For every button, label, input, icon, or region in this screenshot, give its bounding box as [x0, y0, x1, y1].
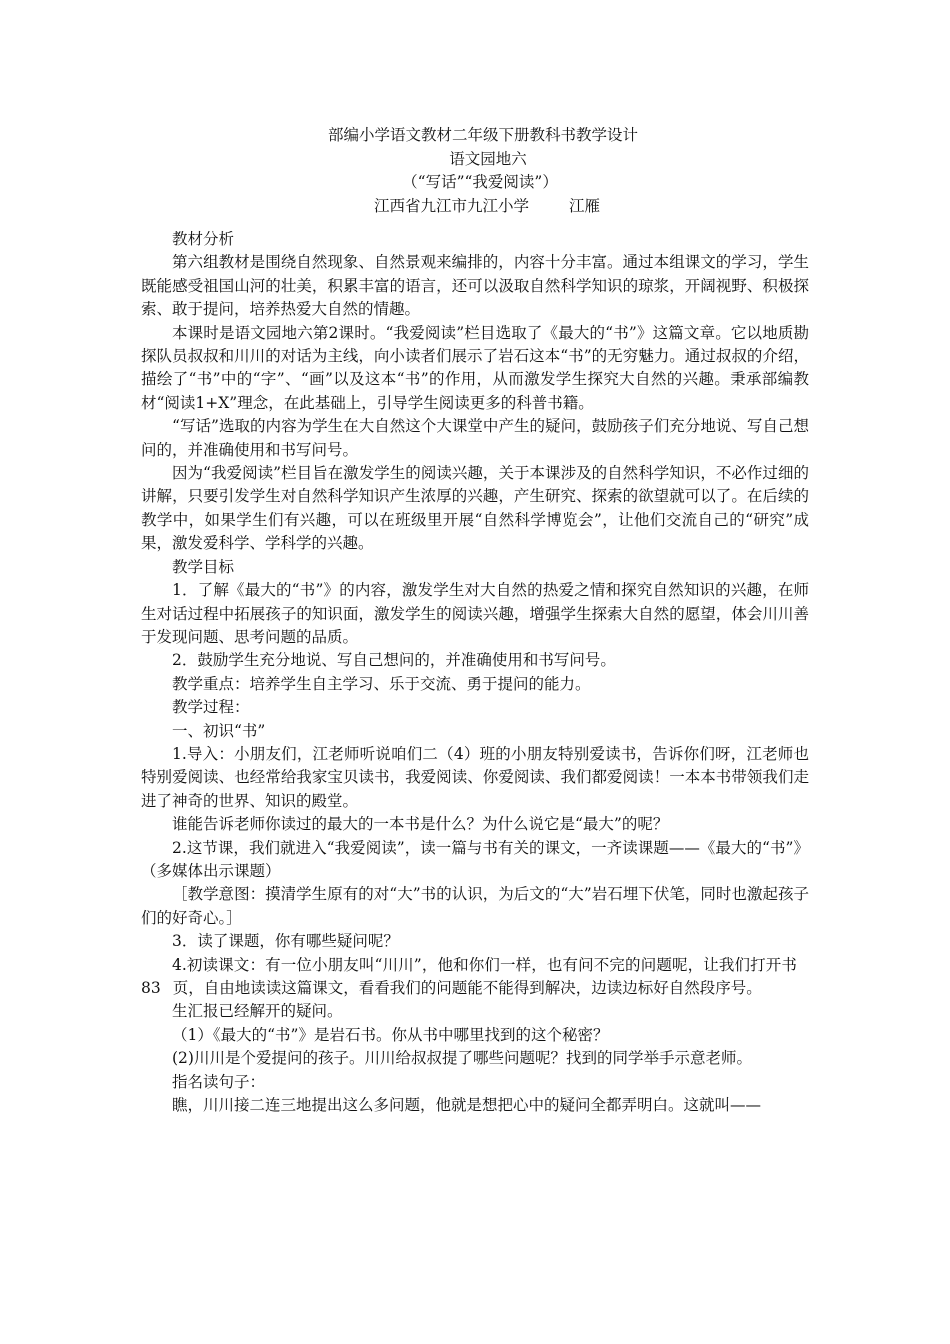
paragraph: 因为“我爱阅读”栏目旨在激发学生的阅读兴趣，关于本课涉及的自然科学知识，不必作过细的讲解，只要引发学生对自然科学知识产生浓厚的兴趣，产生研究、探索的欲望就可以了。在后续的教学中，如果学生们有兴趣，可以在班级里开展“自然科学博览会”，让他们交流自己的“研究”成果，激发爱科学、学科学的兴趣。 — [141, 464, 809, 553]
text-segment: 页，自由地读读这篇课文，看看我们的问题能不能得到解决，边读边标好自然段序号。 — [172, 979, 762, 997]
page-number: 83 — [141, 979, 161, 997]
paragraph: 1.导入：小朋友们，江老师听说咱们二（4）班的小朋友特别爱读书，告诉你们呀，江老师也特别爱阅读、也经常给我家宝贝读书，我爱阅读、你爱阅读、我们都爱阅读！一本本书带领我们走进了神奇的世界、知识的殿堂。 — [141, 744, 809, 810]
document-header — [0, 124, 950, 218]
section-heading-goals: 教学目标 — [172, 557, 235, 576]
paragraph: 本课时是语文园地六第2课时。“我爱阅读”栏目选取了《最大的“书”》这篇文章。它以地质勘探队员叔叔和川川的对话为主线，向小读者们展示了岩石这本“书”的无穷魅力。通过叔叔的介绍，描绘了“书”中的“字”、“画”以及这本“书”的作用，从而激发学生探究大自然的兴趣。秉承部编教材“阅读1+X”理念，在此基础上，引导学生阅读更多的科普书籍。 — [141, 323, 809, 412]
school-name: 江西省九江市九江小学 — [373, 196, 529, 215]
author-name: 江雁 — [569, 196, 601, 215]
paragraph: ［教学意图：摸清学生原有的对“大”书的认识，为后文的“大”岩石埋下伏笔，同时也激起孩子们的好奇心。］ — [141, 885, 809, 927]
document-body — [141, 228, 809, 1117]
paragraph: 指名读句子： — [172, 1072, 266, 1091]
goal-item: 1．了解《最大的“书”》的内容，激发学生对大自然的热爱之情和探究自然知识的兴趣，在师生对话过程中拓展孩子的知识面，激发学生的阅读兴趣，增强学生探索大自然的愿望，体会川川善于发现问题、思考问题的品质。 — [141, 581, 809, 646]
paragraph: 3．读了课题，你有哪些疑问呢？ — [172, 932, 399, 951]
paragraph: 2.这节课，我们就进入“我爱阅读”，读一篇与书有关的课文，一齐读课题——《最大的“书”》（多媒体出示课题） — [141, 838, 809, 880]
paragraph: 第六组教材是围绕自然现象、自然景观来编排的，内容十分丰富。通过本组课文的学习，学生既能感受祖国山河的壮美，积累丰富的语言，还可以汲取自然科学知识的琼浆，开阔视野、积极探索、敢于提问，培养热爱大自然的情趣。 — [141, 253, 809, 319]
document-title: 部编小学语文教材二年级下册教科书教学设计 — [327, 126, 638, 144]
text-segment: 4.初读课文：有一位小朋友叫“川川”，他和你们一样，也有问不完的问题呢，让我们打开书 — [172, 955, 797, 974]
subsection-heading: 一、初识“书” — [172, 721, 266, 740]
document-topic: （“写话”“我爱阅读”） — [402, 173, 558, 191]
author-line — [0, 195, 950, 219]
paragraph: （1）《最大的“书”》是岩石书。你从书中哪里找到的这个秘密？ — [172, 1025, 609, 1044]
key-point: 教学重点：培养学生自主学习、乐于交流、勇于提问的能力。 — [172, 674, 591, 693]
paragraph: 生汇报已经解开的疑问。 — [172, 1002, 343, 1021]
goal-item: 2．鼓励学生充分地说、写自己想问的，并准确使用和书写问号。 — [172, 651, 616, 670]
paragraph — [141, 954, 809, 1001]
document-subtitle: 语文园地六 — [449, 149, 527, 168]
paragraph: 谁能告诉老师你读过的最大的一本书是什么？为什么说它是“最大”的呢？ — [172, 815, 669, 834]
paragraph: “写话”选取的内容为学生在大自然这个大课堂中产生的疑问，鼓励孩子们充分地说、写自己想问的，并准确使用和书写问号。 — [141, 417, 809, 459]
paragraph: 瞧，川川接二连三地提出这么多问题，他就是想把心中的疑问全都弄明白。这就叫—— — [172, 1096, 762, 1115]
paragraph: (2)川川是个爱提问的孩子。川川给叔叔提了哪些问题呢？找到的同学举手示意老师。 — [172, 1049, 752, 1068]
section-heading-analysis: 教材分析 — [172, 230, 235, 248]
section-heading-process: 教学过程： — [172, 698, 250, 717]
